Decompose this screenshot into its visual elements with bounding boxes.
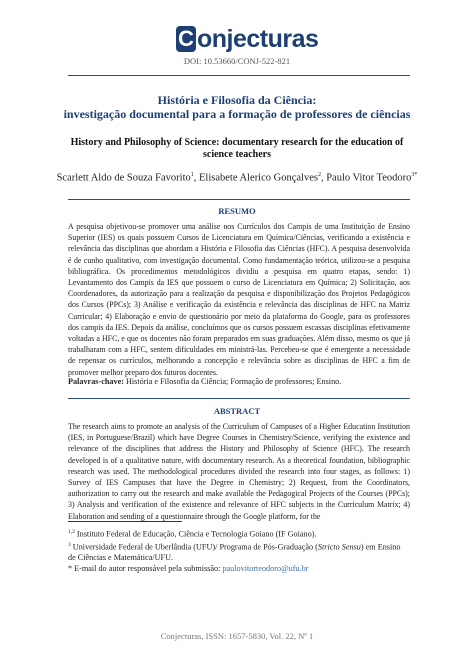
title-pt-line-2: investigação documental para a formação de professores de ciências — [63, 107, 411, 121]
logo-wordmark: onjecturas — [197, 25, 319, 53]
title-en-line-1: History and Philosophy of Science: documentary research for the education of — [70, 137, 404, 148]
title-pt-line-1: História e Filosofia da Ciência: — [157, 93, 317, 107]
footnote-2-text-a: Universidade Federal de Uberlândia (UFU)/ Programa de Pós-Graduação ( — [70, 542, 318, 552]
author-2-affiliation: 2 — [317, 172, 321, 178]
footnote-2 — [68, 540, 410, 564]
author-1-affiliation: 1 — [190, 172, 194, 178]
keywords — [68, 377, 410, 386]
footnote-2-italic: Stricto Sensu — [317, 542, 361, 552]
author-3-affiliation: 3* — [411, 172, 418, 178]
abstract-heading: ABSTRACT — [213, 406, 261, 416]
author-1: Scarlett Aldo de Souza Favorito — [56, 172, 191, 184]
footnote-1-mark: 1,2 — [68, 529, 75, 535]
keywords-values: História e Filosofia da Ciência; Formação de professores; Ensino. — [123, 377, 342, 386]
page-footer: Conjecturas, ISSN: 1657-5830, Vol. 22, Nº 1 — [160, 631, 314, 641]
header-divider — [68, 75, 410, 76]
doi-line: DOI: 10.53660/CONJ-522-821 — [183, 56, 291, 66]
author-3: , Paulo Vitor Teodoro — [320, 172, 412, 184]
keywords-label: Palavras-chave: — [68, 377, 124, 386]
footnote-3-text: * E-mail do autor responsável pela submissão: — [68, 564, 223, 574]
abstract-top-rule — [68, 398, 410, 399]
footnotes — [68, 527, 410, 574]
logo-mark: C — [176, 26, 196, 52]
resumo-text: A pesquisa objetivou-se promover uma análise nos Currículos dos Campis de uma Instituição de Ensino Superior (IES) os quais possuem Cursos de Licenciatura em Química/Ciências, verificando a existência e relevância das disciplinas que abordam a História e Filosofia das Ciências (HFC). A pesquisa desenvolvida é de cunho qualitativo, com investigação documental. Como fundamentação teórica, utilizou-se a pesquisa bibliográfica. Os procedimentos metodológicos dividiu a pesquisa em quatro etapas, sendo: 1) Levantamento dos Campis da IES que possuem o curso de Licenciatura em Química; 2) Solicitação, aos Coordenadores, da autorização para a realização da pesquisa e disponibilização dos Projetos Pedagógicos dos Cursos (PPCs); 3) Análise e verificação da existência e relevância das disciplinas de HFC na Matriz Curricular; 4) Elaboração e envio de questionário por meio da plataforma do Google, para os professores dos campis da IES. Depois da análise, concluímos que os cursos possuem escassas disciplinas efetivamente voltadas a HFC, e que os docentes não foram preparados em suas graduações. Além disso, mesmo os que já trabalharam com a HFC, sentem dificuldades em ministrá-las. Percebeu-se que é emergente a necessidade de repensar os currículos, melhorando a concepção e relevância sobre as disciplinas de HFC a fim de promover melhor preparo dos futuros docentes. — [68, 222, 410, 377]
footnote-1-text: Instituto Federal de Educação, Ciência e Tecnologia Goiano (IF Goiano). — [74, 529, 317, 539]
title-portuguese — [40, 93, 434, 121]
footnote-2-text-b: ) em Ensino de Ciências e Matemática/UFU. — [68, 542, 401, 563]
title-english — [50, 137, 424, 161]
abstract-text: The research aims to promote an analysis of the Curriculum of Campuses of a Higher Education Institution (IES, in Portuguese/Brazil) which have Degree Courses in Chemistry/Science, verifying the existence and relevance of the disciplines that address the History and Philosophy of Science (HFC). The research developed is of a qualitative nature, with documentary research. As a theoretical foundation, bibliographic research was used. The methodological procedures divided the research into four stages, as follows: 1) Survey of IES Campuses that have the Degree in Chemistry; 2) Request, from the Coordinators, authorization to carry out the research and make available the Pedagogical Projects of the Courses (PPCs); 3) Analysis and verification of the existence and relevance of HFC subjects in the Curriculum Matrix; 4) Elaboration and sending of a questionnaire through the Google platform, for the — [68, 422, 410, 521]
footnote-1 — [68, 527, 410, 540]
resumo-top-rule — [68, 199, 410, 200]
author-2: , Elisabete Alerico Gonçalves — [193, 172, 318, 184]
author-email-link[interactable]: paulovitorteodoro@ufu.br — [222, 564, 309, 574]
footnote-rule — [68, 521, 182, 522]
footnote-2-mark: 3 — [68, 541, 71, 548]
title-en-line-2: science teachers — [202, 149, 272, 160]
author-list — [0, 172, 474, 184]
footnote-3 — [68, 563, 410, 574]
journal-logo — [176, 24, 318, 54]
resumo-heading: RESUMO — [218, 206, 256, 216]
